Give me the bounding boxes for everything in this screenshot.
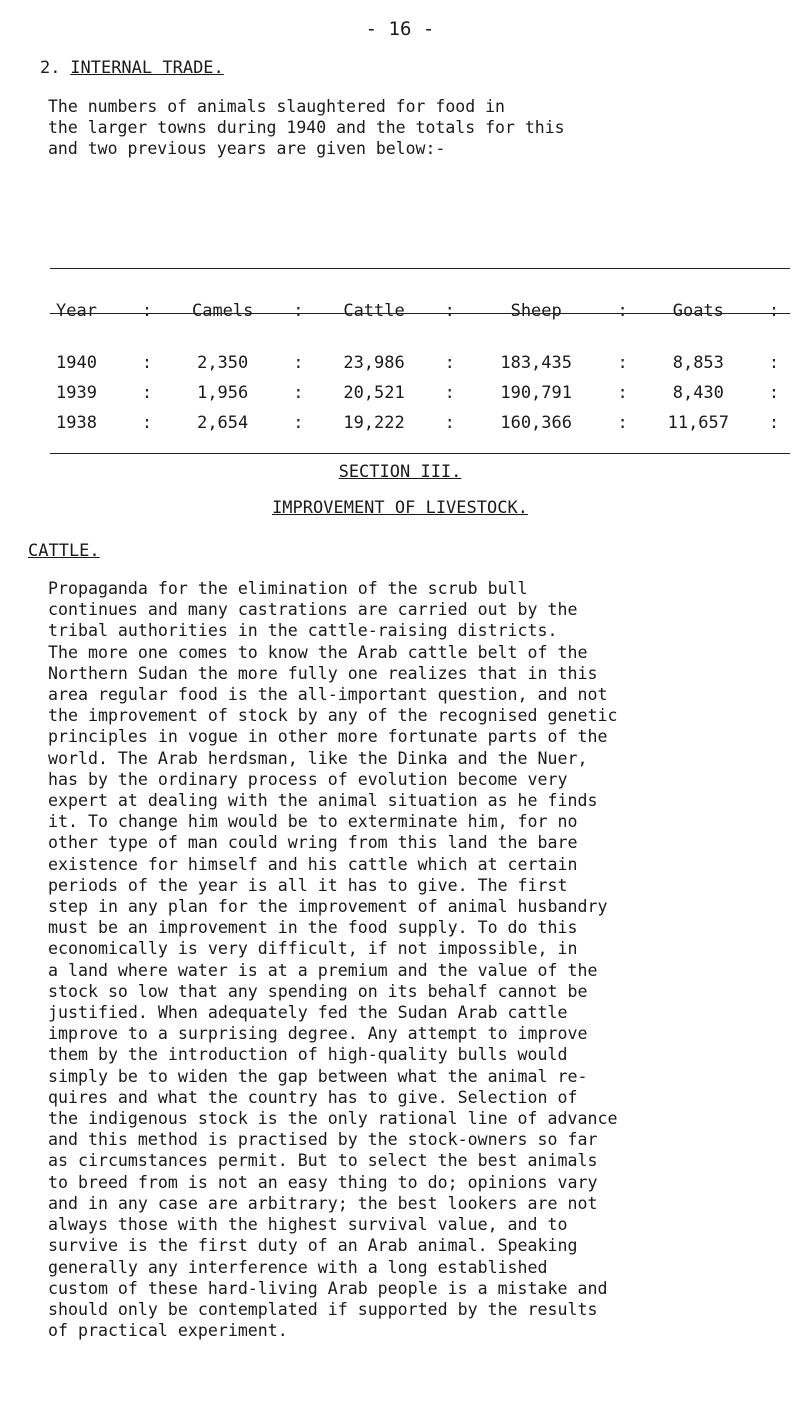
column-separator: : bbox=[768, 413, 780, 433]
cell-goats: 8,853 bbox=[672, 353, 724, 373]
table-header-rule bbox=[50, 313, 790, 314]
cell-sheep: 190,791 bbox=[500, 383, 572, 403]
cell-sheep: 160,366 bbox=[500, 413, 572, 433]
column-separator: : bbox=[141, 383, 153, 403]
header-goats: Goats bbox=[672, 301, 724, 321]
column-separator: : bbox=[617, 301, 628, 321]
cell-camels: 1,956 bbox=[197, 383, 249, 403]
cell-cattle: 19,222 bbox=[343, 413, 405, 433]
table-top-rule bbox=[50, 268, 790, 269]
section-iii-heading: SECTION III. bbox=[338, 462, 462, 482]
section-heading-internal-trade bbox=[40, 58, 224, 78]
section-title: INTERNAL TRADE. bbox=[70, 58, 224, 78]
column-separator: : bbox=[444, 301, 455, 321]
column-separator: : bbox=[617, 383, 628, 403]
section-number: 2. bbox=[40, 58, 61, 78]
header-sheep: Sheep bbox=[510, 301, 562, 321]
column-separator: : bbox=[768, 301, 780, 321]
column-separator: : bbox=[293, 353, 304, 373]
column-separator: : bbox=[293, 383, 304, 403]
cell-sheep: 183,435 bbox=[500, 353, 572, 373]
cell-camels: 2,654 bbox=[197, 413, 249, 433]
table-row bbox=[50, 348, 785, 378]
cattle-paragraph: Propaganda for the elimination of the scrub bull continues and many castrations are carried out by the tribal authorities in the cattle-raising districts. The more one comes to know the Arab cattle belt of the Northern Sudan the more fully one realizes that in this area regular food is the all-important question, and not the improvement of stock by any of the recognised genetic principles in vogue in other more fortunate parts of the world. The Arab herdsman, like the Dinka and the Nuer, has by the ordinary process of evolution become very expert at dealing with the animal situation as he finds it. To change him would be to exterminate him, for no other type of man could wring from this land the bare existence for himself and his cattle which at certain periods of the year is all it has to give. The first step in any plan for the improvement of animal husbandry must be an improvement in the food supply. To do this economically is very difficult, if not impossible, in a land where water is at a premium and the value of the stock so low that any spending on its behalf cannot be justified. When adequately fed the Sudan Arab cattle improve to a surprising degree. Any attempt to improve them by the introduction of high-quality bulls would simply be to widen the gap between what the animal re- quires and what the country has to give. Selection of the indigenous stock is the only rational line of advance and this method is practised by the stock-owners so far as circumstances permit. But to select the best animals to breed from is not an easy thing to do; opinions vary and in any case are arbitrary; the best lookers are not always those with the highest survival value, and to survive is the first duty of an Arab animal. Speaking generally any interference with a long established custom of these hard-living Arab people is a mistake and should only be contemplated if supported by the results of practical experiment. bbox=[48, 579, 618, 1341]
cell-year: 1938 bbox=[56, 413, 97, 433]
header-camels: Camels bbox=[191, 301, 254, 321]
column-separator: : bbox=[617, 353, 628, 373]
table-row bbox=[50, 408, 785, 438]
column-separator: : bbox=[444, 383, 455, 403]
column-separator: : bbox=[141, 353, 153, 373]
cell-goats: 8,430 bbox=[672, 383, 724, 403]
column-separator: : bbox=[768, 383, 780, 403]
column-separator: : bbox=[293, 301, 304, 321]
table-bottom-rule bbox=[50, 453, 790, 454]
column-separator: : bbox=[444, 353, 455, 373]
slaughter-table bbox=[50, 296, 785, 438]
cell-goats: 11,657 bbox=[667, 413, 730, 433]
header-year: Year bbox=[56, 301, 97, 321]
table-row bbox=[50, 378, 785, 408]
cell-year: 1940 bbox=[56, 353, 97, 373]
improvement-heading: IMPROVEMENT OF LIVESTOCK. bbox=[272, 498, 528, 518]
column-separator: : bbox=[617, 413, 628, 433]
column-separator: : bbox=[141, 413, 153, 433]
cell-camels: 2,350 bbox=[197, 353, 249, 373]
column-separator: : bbox=[141, 301, 153, 321]
cattle-subheading: CATTLE. bbox=[28, 541, 100, 561]
column-separator: : bbox=[768, 353, 780, 373]
page-number: - 16 - bbox=[365, 18, 435, 40]
column-separator: : bbox=[444, 413, 455, 433]
header-cattle: Cattle bbox=[343, 301, 405, 321]
column-separator: : bbox=[293, 413, 304, 433]
cell-cattle: 20,521 bbox=[343, 383, 405, 403]
cell-year: 1939 bbox=[56, 383, 97, 403]
intro-paragraph: The numbers of animals slaughtered for food in the larger towns during 1940 and the totals for this and two previous years are given below:- bbox=[48, 97, 565, 158]
cell-cattle: 23,986 bbox=[343, 353, 405, 373]
table-header-row bbox=[50, 296, 785, 326]
